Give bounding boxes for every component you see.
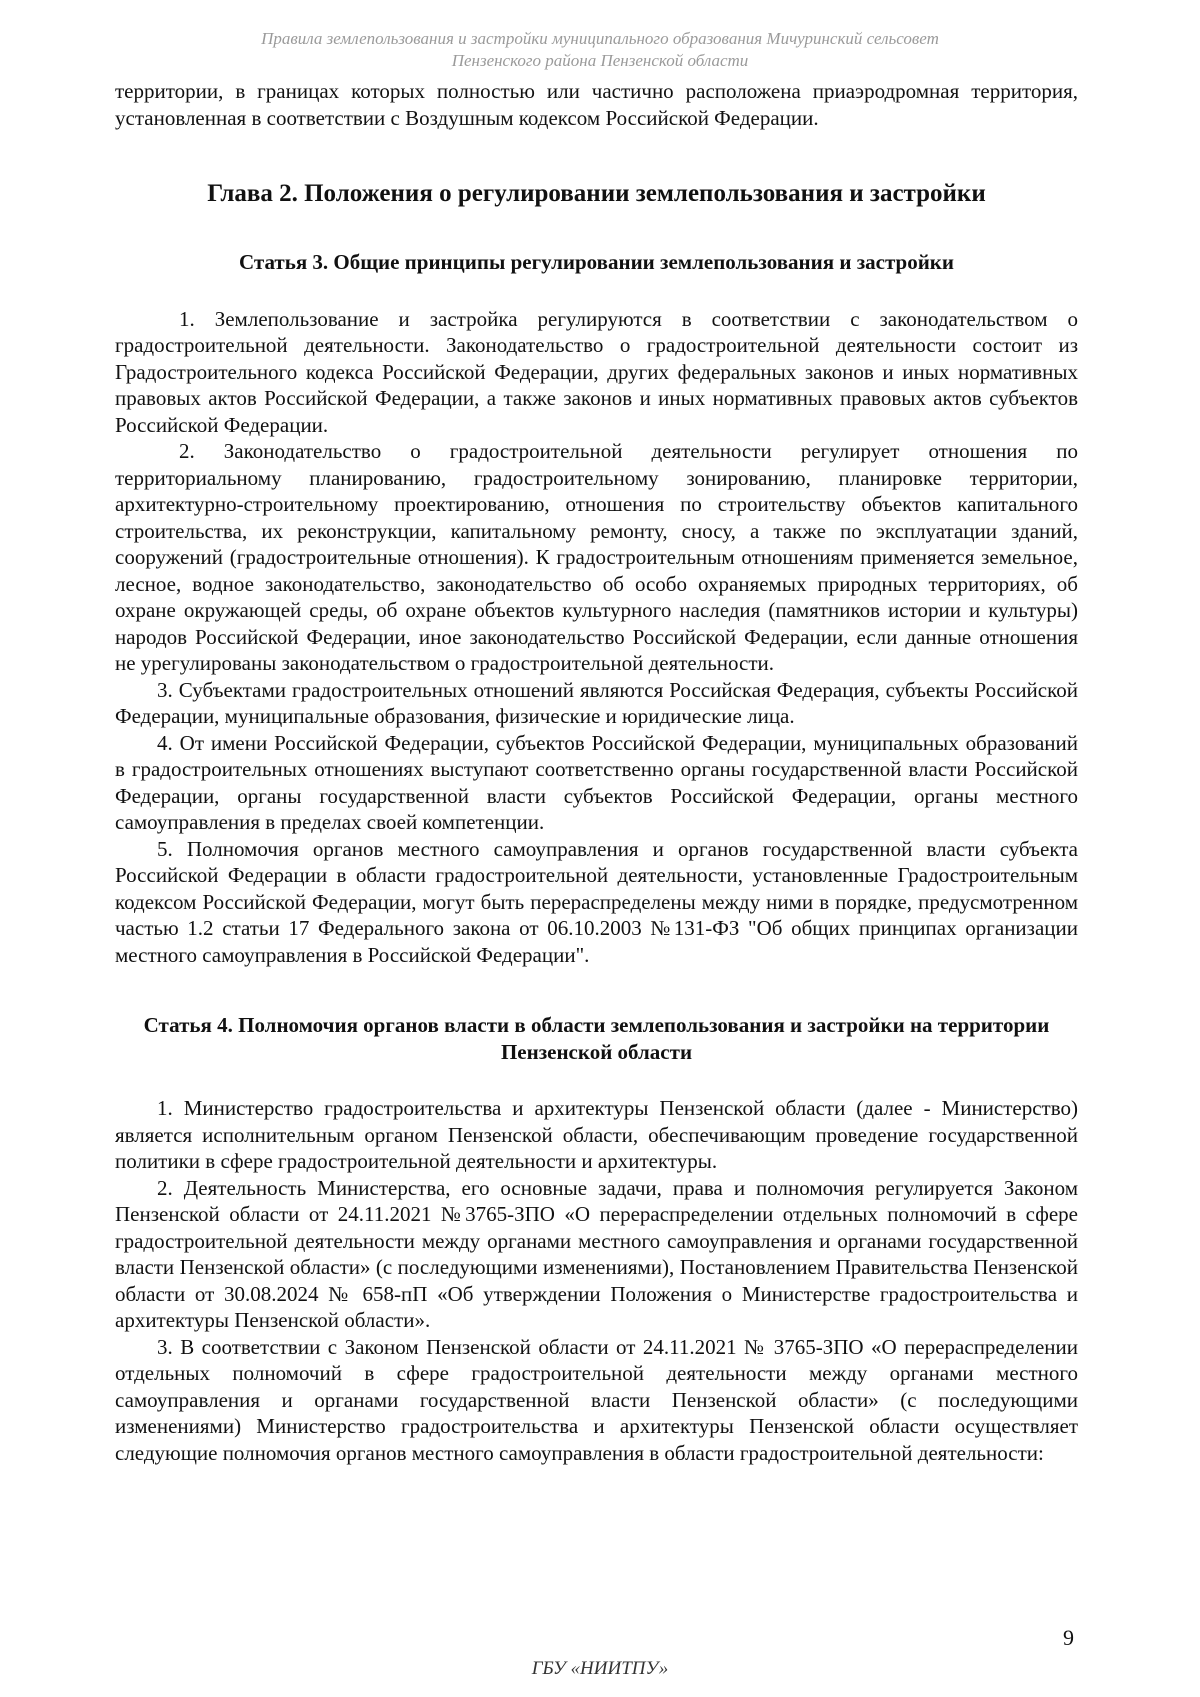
header-line-2: Пензенского района Пензенской области <box>451 51 749 70</box>
article-3-paragraph-5: 5. Полномочия органов местного самоуправления и органов государственной власти субъекта Российской Федерации в области градостроительной деятельности, установленные Градостроительным кодексом Российской Федерации, могут быть перераспределены между ними в порядке, предусмотренном частью 1.2 статьи 17 Федерального закона от 06.10.2003 №131-ФЗ "Об общих принципах организации местного самоуправления в Российской Федерации". <box>115 836 1078 967</box>
article-4-title: Статья 4. Полномочия органов власти в области землепользования и застройки на территории Пензенской области <box>143 1013 1050 1064</box>
article-4-paragraph-1: 1. Министерство градостроительства и архитектуры Пензенской области (далее - Министерство) является исполнительным органом Пензенской области, обеспечивающим проведение государственной политики в сфере градостроительной деятельности и архитектуры. <box>115 1096 1078 1173</box>
article-3-title: Статья 3. Общие принципы регулировании землепользования и застройки <box>238 250 955 274</box>
running-header <box>120 28 1080 72</box>
article-3-paragraph-3: 3. Субъектами градостроительных отношений являются Российская Федерация, субъекты Российской Федерации, муниципальные образования, физические и юридические лица. <box>115 677 1078 728</box>
chapter-title: Глава 2. Положения о регулировании землепользования и застройки <box>207 180 986 207</box>
page-number: 9 <box>1063 1625 1074 1650</box>
article-4-paragraph-3: 3. В соответствии с Законом Пензенской области от 24.11.2021 № 3765-ЗПО «О перераспределении отдельных полномочий в сфере градостроительной деятельности между органами местного самоуправления и органами государственной власти Пензенской области» (с последующими изменениями) Министерство градостроительства и архитектуры Пензенской области осуществляет следующие полномочия органов местного самоуправления в области градостроительной деятельности: <box>115 1334 1078 1465</box>
article-4-paragraph-2: 2. Деятельность Министерства, его основные задачи, права и полномочия регулируется Законом Пензенской области от 24.11.2021 №3765-ЗПО «О перераспределении отдельных полномочий в сфере градостроительной деятельности между органами местного самоуправления и органами государственной власти Пензенской области» (с последующими изменениями), Постановлением Правительства Пензенской области от 30.08.2024 № 658-пП «Об утверждении Положения о Министерстве градостроительства и архитектуры Пензенской области». <box>115 1175 1078 1332</box>
running-footer: ГБУ «НИИТПУ» <box>531 1658 669 1679</box>
page-content <box>115 78 1078 1466</box>
intro-paragraph: территории, в границах которых полностью или частично расположена приаэродромная территория, установленная в соответствии с Воздушным кодексом Российской Федерации. <box>115 79 1078 130</box>
article-3-paragraph-2: 2. Законодательство о градостроительной деятельности регулирует отношения по территориальному планированию, градостроительному зонированию, планировке территории, архитектурно-строительному проектированию, отношения по строительству объектов капитального строительства, их реконструкции, капитальному ремонту, сносу, а также по эксплуатации зданий, сооружений (градостроительные отношения). К градостроительным отношениям применяется земельное, лесное, водное законодательство, законодательство об особо охраняемых природных территориях, об охране окружающей среды, об охране объектов культурного наследия (памятников истории и культуры) народов Российской Федерации, иное законодательство Российской Федерации, если данные отношения не урегулированы законодательством о градостроительной деятельности. <box>115 439 1078 675</box>
header-line-1: Правила землепользования и застройки муниципального образования Мичуринский сельсовет <box>261 29 939 48</box>
article-3-paragraph-4: 4. От имени Российской Федерации, субъектов Российской Федерации, муниципальных образований в градостроительных отношениях выступают соответственно органы государственной власти Российской Федерации, органы государственной власти субъектов Российской Федерации, органы местного самоуправления в пределах своей компетенции. <box>115 730 1078 834</box>
article-3-paragraph-1: 1. Землепользование и застройка регулируются в соответствии с законодательством о градостроительной деятельности. Законодательство о градостроительной деятельности состоит из Градостроительного кодекса Российской Федерации, других федеральных законов и иных нормативных правовых актов Российской Федерации, а также законов и иных нормативных правовых актов субъектов Российской Федерации. <box>115 306 1078 437</box>
